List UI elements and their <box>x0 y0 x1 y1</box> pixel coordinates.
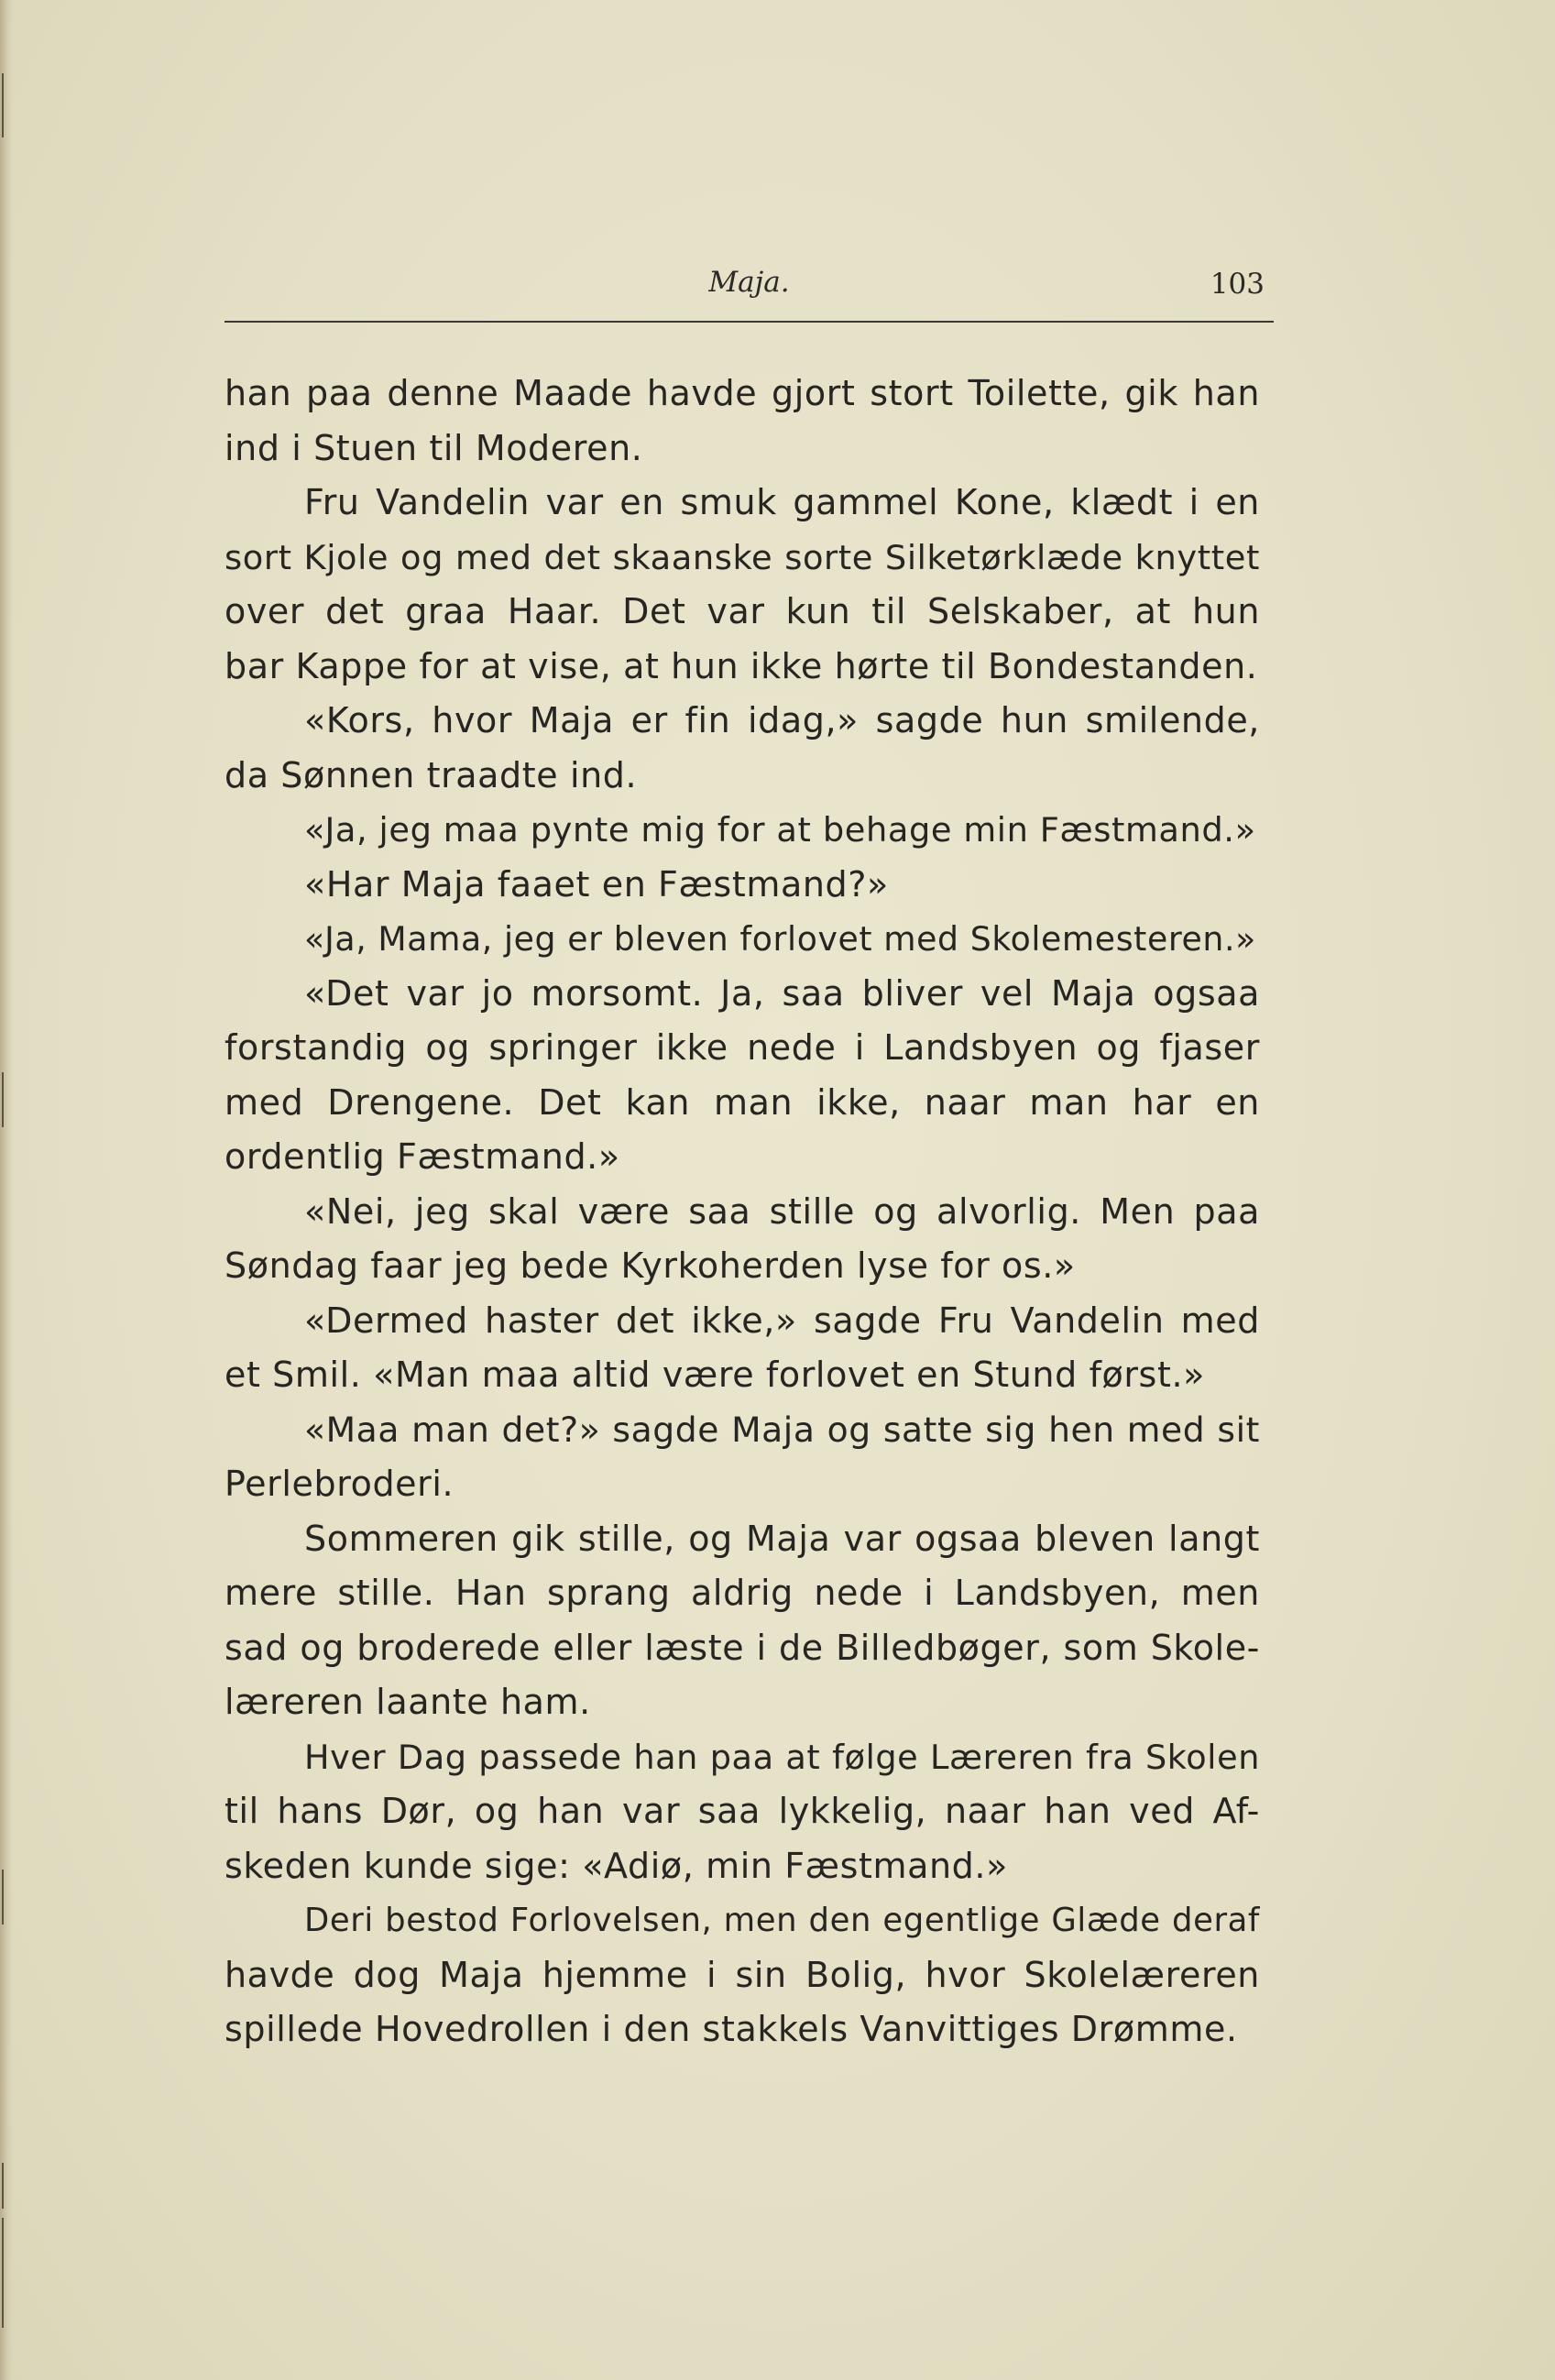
text-line: «Maa man det?» sagde Maja og satte sig hen med sit <box>304 1409 1260 1450</box>
text-line: Sommeren gik stille, og Maja var ogsaa bleven langt <box>304 1518 1260 1559</box>
text-line: ordentlig Fæstmand.» <box>224 1136 620 1177</box>
page-number: 103 <box>1210 268 1265 301</box>
chapter-title: Maja. <box>708 266 790 299</box>
text-line: ind i Stuen til Moderen. <box>224 427 643 468</box>
text-line: Perlebroderi. <box>224 1464 454 1504</box>
running-head <box>224 266 1274 321</box>
text-line: forstandig og springer ikke nede i Landsbyen og fjaser <box>224 1027 1260 1068</box>
text-line: spillede Hovedrollen i den stakkels Vanvittiges Drømme. <box>224 2009 1238 2049</box>
text-line: han paa denne Maade havde gjort stort Toilette, gik han <box>224 373 1260 413</box>
text-line: Søndag faar jeg bede Kyrkoherden lyse for os.» <box>224 1245 1076 1286</box>
text-line: over det graa Haar. Det var kun til Selskaber, at hun <box>224 591 1260 631</box>
text-line: «Har Maja faaet en Fæstmand?» <box>304 863 889 905</box>
text-line: mere stille. Han sprang aldrig nede i Landsbyen, men <box>224 1573 1260 1613</box>
text-line: «Nei, jeg skal være saa stille og alvorlig. Men paa <box>304 1190 1260 1232</box>
text-line: «Ja, Mama, jeg er bleven forlovet med Skolemesteren.» <box>304 919 1256 959</box>
text-line: skeden kunde sige: «Adiø, min Fæstmand.» <box>224 1845 1008 1886</box>
body-text <box>224 367 1260 2057</box>
text-line: læreren laante ham. <box>224 1682 591 1722</box>
text-line: sort Kjole og med det skaanske sorte Silketørklæde knyttet <box>224 537 1260 577</box>
text-line: bar Kappe for at vise, at hun ikke hørte til Bondestanden. <box>224 645 1258 686</box>
text-line: Hver Dag passede han paa at følge Læreren fra Skolen <box>304 1737 1260 1777</box>
text-line: Fru Vandelin var en smuk gammel Kone, klædt i en <box>304 482 1260 522</box>
text-line: «Ja, jeg maa pynte mig for at behage min Fæstmand.» <box>304 810 1256 850</box>
page-edge <box>0 0 13 2380</box>
text-line: et Smil. «Man maa altid være forlovet en Stund først.» <box>224 1355 1205 1395</box>
text-line: «Dermed haster det ikke,» sagde Fru Vandelin med <box>304 1300 1260 1341</box>
text-line: til hans Dør, og han var saa lykkelig, naar han ved Af- <box>224 1791 1260 1831</box>
text-line: med Drengene. Det kan man ikke, naar man har en <box>224 1081 1260 1123</box>
text-line: sad og broderede eller læste i de Billedbøger, som Skole- <box>224 1627 1260 1668</box>
text-line: «Kors, hvor Maja er fin idag,» sagde hun smilende, <box>304 700 1260 740</box>
text-line: Deri bestod Forlovelsen, men den egentlige Glæde deraf <box>304 1902 1260 1939</box>
text-line: «Det var jo morsomt. Ja, saa bliver vel Maja ogsaa <box>304 972 1260 1014</box>
text-line: da Sønnen traadte ind. <box>224 754 638 795</box>
text-line: havde dog Maja hjemme i sin Bolig, hvor Skolelæreren <box>224 1954 1260 1995</box>
header-rule <box>224 321 1274 323</box>
